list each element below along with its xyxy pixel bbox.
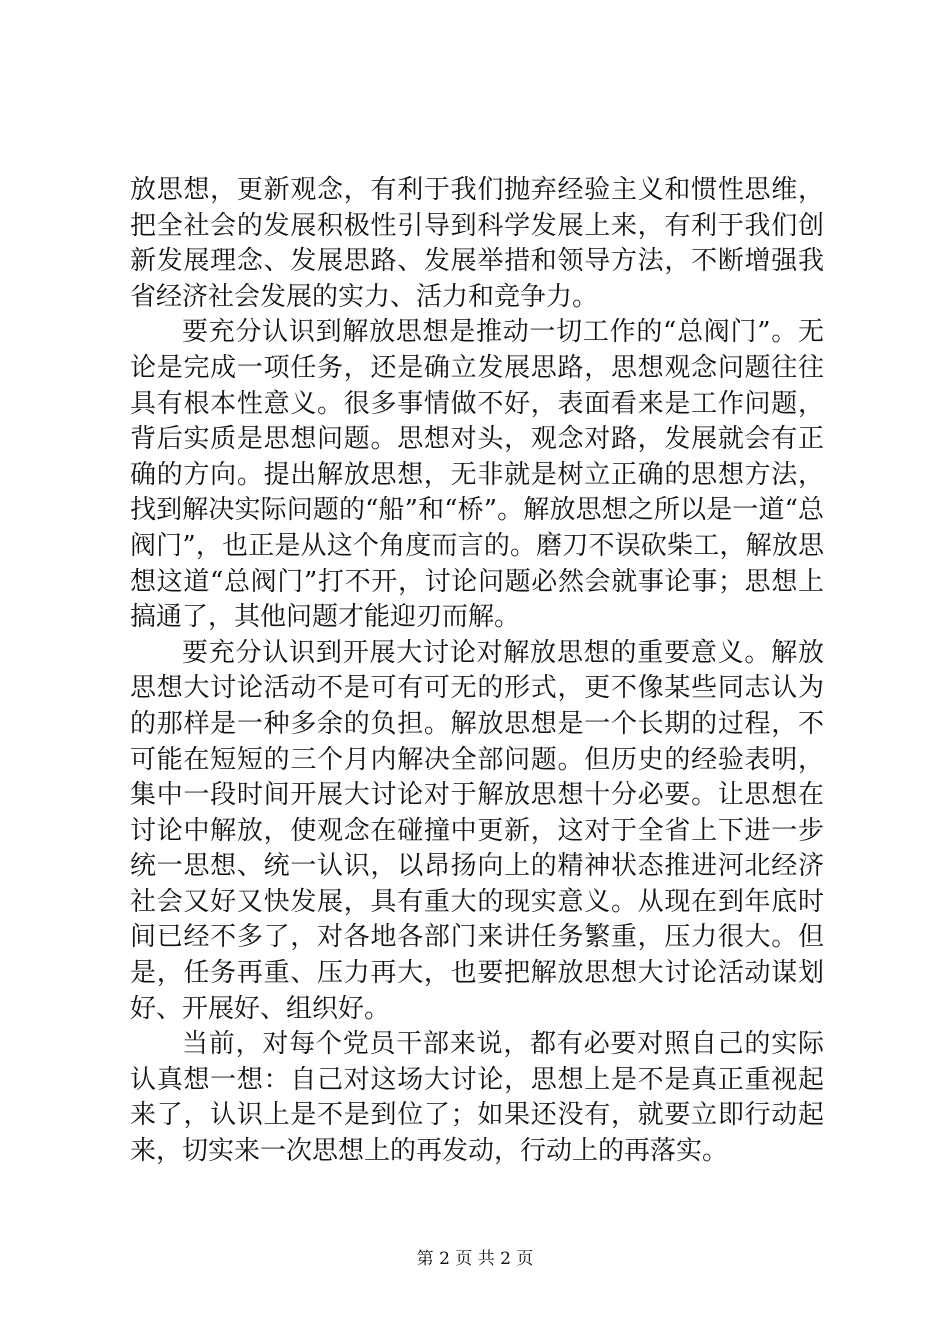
paragraph-continuation: 放思想，更新观念，有利于我们抛弃经验主义和惯性思维，把全社会的发展积极性引导到科学发展上来，有利于我们创新发展理念、发展思路、发展举措和领导方法，不断增强我省经济社会发展的实力、活力和竞争力。 [130,175,824,312]
paragraph-party-members: 当前，对每个党员干部来说，都有必要对照自己的实际认真想一想：自己对这场大讨论，思想上是不是真正重视起来了，认识上是不是到位了；如果还没有，就要立即行动起来，切实来一次思想上的再发动，行动上的再落实。 [130,1029,824,1167]
paragraph-discussion-significance: 要充分认识到开展大讨论对解放思想的重要意义。解放思想大讨论活动不是可有可无的形式，更不像某些同志认为的那样是一种多余的负担。解放思想是一个长期的过程，不可能在短短的三个月内解决全部问题。但历史的经验表明，集中一段时间开展大讨论对于解放思想十分必要。让思想在讨论中解放，使观念在碰撞中更新，这对于全省上下进一步统一思想、统一认识，以昂扬向上的精神状态推进河北经济社会又好又快发展，具有重大的现实意义。从现在到年底时间已经不多了，对各地各部门来讲任务繁重，压力很大。但是，任务再重、压力再大，也要把解放思想大讨论活动谋划好、开展好、组织好。 [130,637,824,1024]
paragraph-general-valve: 要充分认识到解放思想是推动一切工作的“总阀门”。无论是完成一项任务，还是确立发展思路，思想观念问题往往具有根本性意义。很多事情做不好，表面看来是工作问题，背后实质是思想问题。思想对头，观念对路，发展就会有正确的方向。提出解放思想，无非就是树立正确的思想方法，找到解决实际问题的“船”和“桥”。解放思想之所以是一道“总阀门”，也正是从这个角度而言的。磨刀不误砍柴工，解放思想这道“总阀门”打不开，讨论问题必然会就事论事；思想上搞通了，其他问题才能迎刃而解。 [130,317,824,633]
page-footer: 第 2 页 共 2 页 [416,1249,534,1269]
document-body [130,173,824,1170]
